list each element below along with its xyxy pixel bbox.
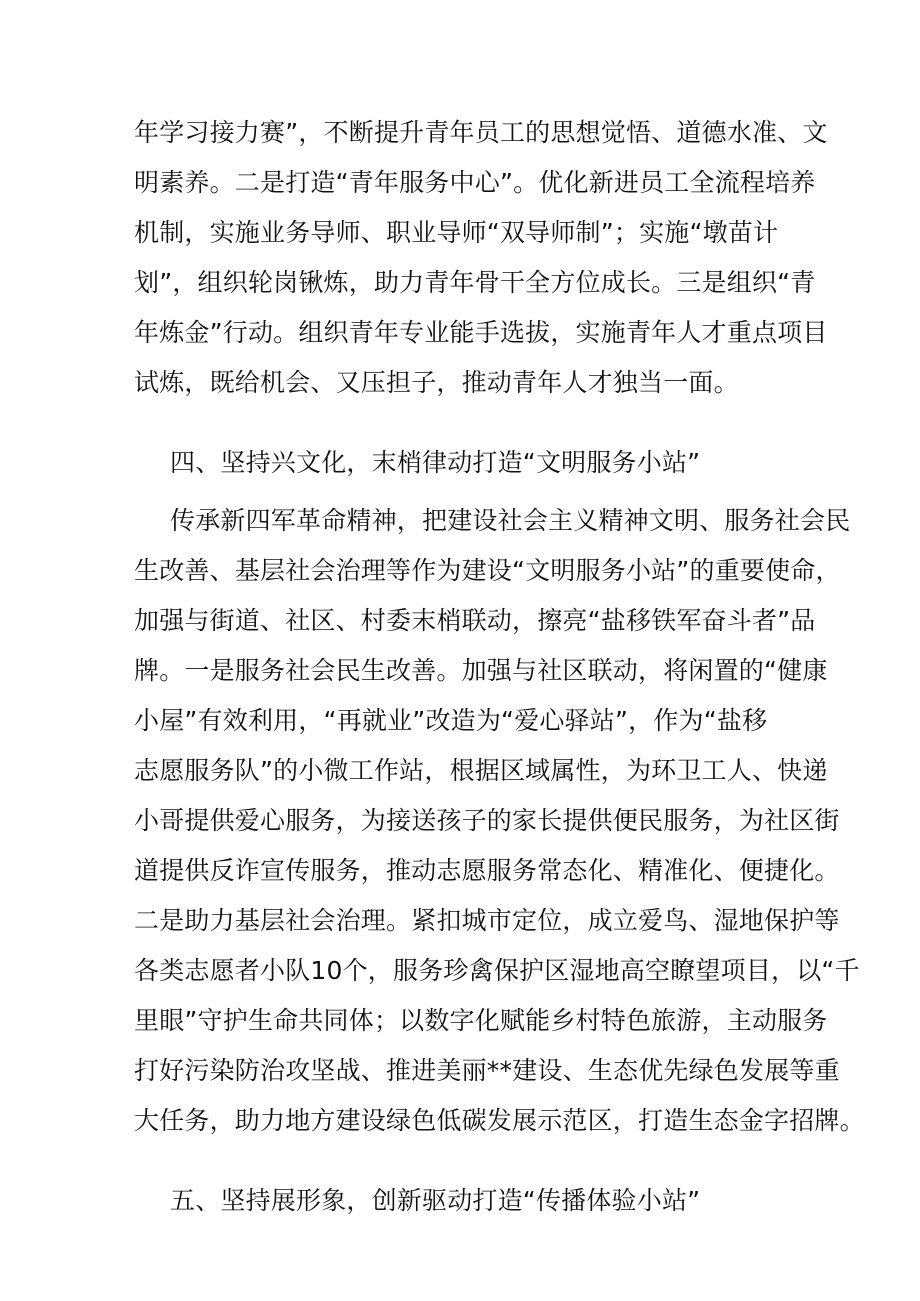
- paragraph-youth: [134, 108, 828, 408]
- text-line: 生改善、基层社会治理等作为建设“文明服务小站”的重要使命，: [134, 556, 841, 585]
- text-line: 牌。一是服务社会民生改善。加强与社区联动，将闲置的“健康: [134, 656, 828, 685]
- text-line: 打好污染防治攻坚战、推进美丽**建设、生态优先绿色发展等重: [134, 1056, 840, 1085]
- text-line: 各类志愿者小队10个，服务珍禽保护区湿地高空瞭望项目，以“千: [134, 956, 860, 985]
- document-body: [134, 108, 865, 1226]
- text-line: 大任务，助力地方建设绿色低碳发展示范区，打造生态金字招牌。: [134, 1106, 865, 1135]
- text-line: 明素养。二是打造“青年服务中心”。优化新进员工全流程培养: [134, 168, 816, 197]
- paragraph-civilization: [134, 496, 865, 1146]
- text-line: 年学习接力赛”，不断提升青年员工的思想觉悟、道德水准、文: [134, 118, 828, 147]
- text-line: 年炼金”行动。组织青年专业能手选拔，实施青年人才重点项目: [134, 318, 828, 347]
- text-line: 小哥提供爱心服务，为接送孩子的家长提供便民服务，为社区街: [134, 806, 840, 835]
- text-line: 加强与街道、社区、村委末梢联动，擦亮“盐移铁军奋斗者”品: [134, 606, 816, 635]
- text-line: 志愿服务队”的小微工作站，根据区域属性，为环卫工人、快递: [134, 756, 828, 785]
- section-heading-4: 四、坚持兴文化，末梢律动打造“文明服务小站”: [170, 448, 701, 477]
- paragraph-gap: [134, 1146, 794, 1176]
- text-line: 试炼，既给机会、又压担子，推动青年人才独当一面。: [134, 368, 739, 397]
- paragraph-gap: [134, 408, 794, 438]
- text-line: 机制，实施业务导师、职业导师“双导师制”；实施“墩苗计: [134, 218, 779, 247]
- text-line: 传承新四军革命精神，把建设社会主义精神文明、服务社会民: [170, 506, 851, 535]
- text-line: 里眼”守护生命共同体；以数字化赋能乡村特色旅游，主动服务: [134, 1006, 828, 1035]
- paragraph-gap: [134, 488, 794, 496]
- text-line: 道提供反诈宣传服务，推动志愿服务常态化、精准化、便捷化。: [134, 856, 840, 885]
- text-line: 二是助力基层社会治理。紧扣城市定位，成立爱鸟、湿地保护等: [134, 906, 840, 935]
- text-line: 划”，组织轮岗锹炼，助力青年骨干全方位成长。三是组织“青: [134, 268, 816, 297]
- section-heading-5: 五、坚持展形象，创新驱动打造“传播体验小站”: [170, 1186, 701, 1215]
- text-line: 小屋”有效利用，“再就业”改造为“爱心驿站”，作为“盐移: [134, 706, 768, 735]
